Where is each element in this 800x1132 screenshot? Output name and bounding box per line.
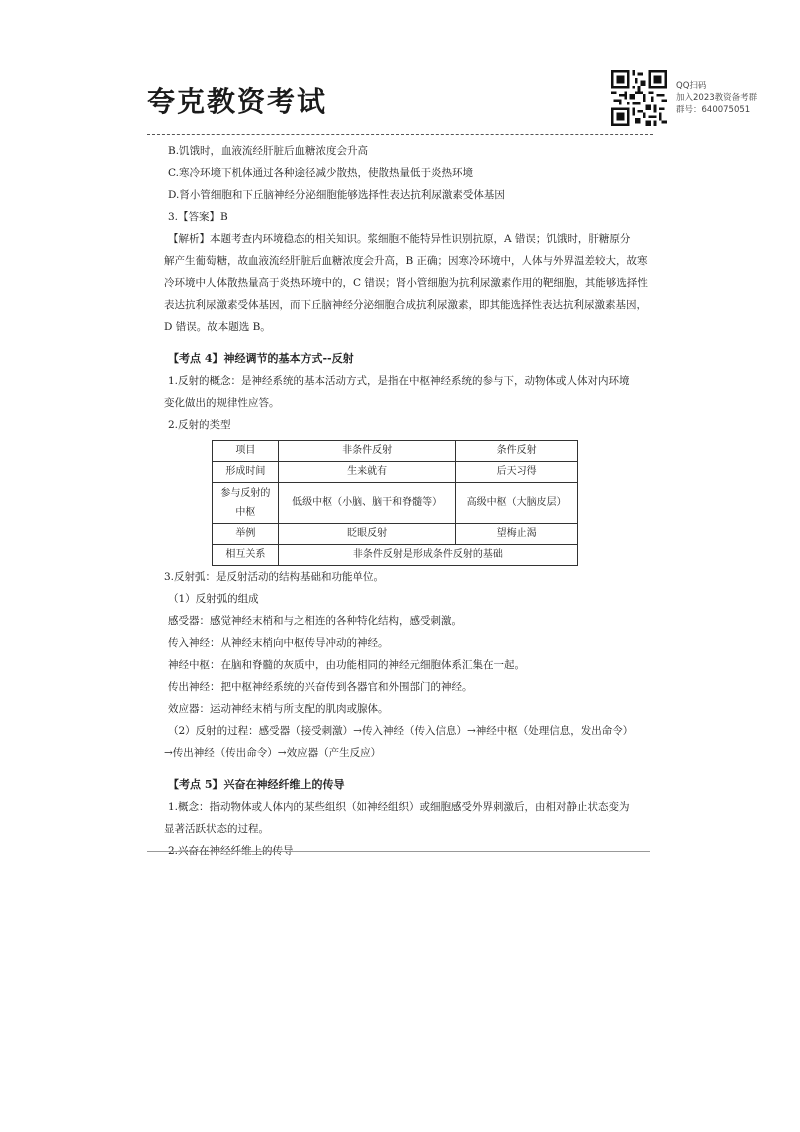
table-cell: 高级中枢（大脑皮层） [456,483,578,524]
answer-line: 3.【答案】B [168,211,228,223]
reflex-process-cont: →传出神经（传出命令）→效应器（产生反应） [164,747,382,759]
qr-caption-line: 加入2023教资备考群 [676,93,758,103]
table-cell: 相互关系 [213,545,279,566]
table-cell: 形成时间 [213,462,279,483]
arc-effector: 效应器：运动神经末梢与所支配的肌肉或腺体。 [168,703,389,715]
qr-code-icon [611,70,667,126]
page-header [0,0,800,140]
footer-divider [147,851,650,852]
table-cell: 低级中枢（小脑、脑干和脊髓等） [278,483,455,524]
table-row [213,483,578,524]
table-cell-line: 参与反射的 [220,488,271,499]
table-cell: 眨眼反射 [278,524,455,545]
arc-receptor: 感受器：感觉神经末梢和与之相连的各种特化结构，感受刺激。 [168,615,462,627]
table-header-cell: 条件反射 [456,441,578,462]
brand-logo: 夸克教资考试 [147,85,328,118]
table-cell-line: 中枢 [235,507,256,518]
document-body [164,140,654,862]
section-title-4: 【考点 4】神经调节的基本方式--反射 [168,352,354,365]
table-row [213,441,578,462]
table-row [213,462,578,483]
table-cell: 非条件反射是形成条件反射的基础 [278,545,577,566]
arc-afferent: 传入神经：从神经末梢向中枢传导冲动的神经。 [168,637,389,649]
analysis-line: 解产生葡萄糖，故血液流经肝脏后血糖浓度会升高，B 正确；因寒冷环境中，人体与外界温差较大，故寒 [164,255,648,267]
table-cell [213,483,279,524]
excitation-conduction-heading: 2.兴奋在神经纤维上的传导 [168,845,294,857]
arc-efferent: 传出神经：把中枢神经系统的兴奋传到各器官和外围部门的神经。 [168,681,473,693]
reflex-process: （2）反射的过程：感受器（接受刺激）→传入神经（传入信息）→神经中枢（处理信息，发出命令） [168,725,634,737]
table-cell: 生来就有 [278,462,455,483]
option-d: D.肾小管细胞和下丘脑神经分泌细胞能够选择性表达抗利尿激素受体基因 [168,189,505,201]
reflex-concept-cont: 变化做出的规律性应答。 [164,397,280,409]
header-divider [147,134,653,135]
arc-center: 神经中枢：在脑和脊髓的灰质中，由功能相同的神经元细胞体系汇集在一起。 [168,659,525,671]
qr-caption-line: QQ扫码 [676,81,707,91]
table-row [213,545,578,566]
arc-components-heading: （1）反射弧的组成 [168,593,259,605]
reflex-types-table [212,440,578,566]
analysis-line: 表达抗利尿激素受体基因，而下丘脑神经分泌细胞合成抗利尿激素，即其能选择性表达抗利尿激素基因， [164,299,647,311]
section-title-5: 【考点 5】兴奋在神经纤维上的传导 [168,778,345,791]
analysis-line: 【解析】本题考查内环境稳态的相关知识。浆细胞不能特异性识别抗原，A 错误；饥饿时，肝糖原分 [168,233,631,245]
qr-caption [676,80,757,116]
qr-caption-line: 群号：640075051 [676,105,751,115]
excitation-concept: 1.概念：指动物体或人体内的某些组织（如神经组织）或细胞感受外界刺激后，由相对静止状态变为 [168,801,630,813]
reflex-arc-heading: 3.反射弧：是反射活动的结构基础和功能单位。 [164,571,385,583]
table-cell: 举例 [213,524,279,545]
table-cell: 后天习得 [456,462,578,483]
table-header-cell: 项目 [213,441,279,462]
excitation-concept-cont: 显著活跃状态的过程。 [164,823,269,835]
reflex-concept: 1.反射的概念：是神经系统的基本活动方式，是指在中枢神经系统的参与下，动物体或人体对内环境 [168,375,630,387]
table-cell: 望梅止渴 [456,524,578,545]
table-row [213,524,578,545]
analysis-line: 冷环境中人体散热量高于炎热环境中的，C 错误；肾小管细胞为抗利尿激素作用的靶细胞，其能够选择性 [164,277,648,289]
option-c: C.寒冷环境下机体通过各种途径减少散热，使散热量低于炎热环境 [168,167,473,179]
reflex-types-heading: 2.反射的类型 [168,419,231,431]
option-b: B.饥饿时，血液流经肝脏后血糖浓度会升高 [168,145,369,157]
analysis-line: D 错误。故本题选 B。 [164,321,271,333]
table-header-cell: 非条件反射 [278,441,455,462]
